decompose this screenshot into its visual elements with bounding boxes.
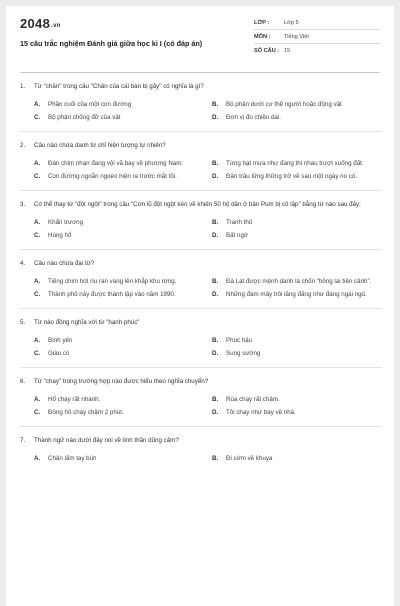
option-letter: C. <box>34 114 41 121</box>
option-letter: B. <box>212 278 219 285</box>
answer-option[interactable] <box>212 231 382 240</box>
answer-option[interactable] <box>212 277 382 286</box>
answer-options <box>34 336 382 358</box>
option-text: Bộ phận chống đỡ của vật <box>48 114 121 121</box>
question-text: Thành ngữ nào dưới đây nói về tinh thần dũng cảm? <box>34 437 179 444</box>
option-letter: B. <box>212 101 219 108</box>
option-text: Đà Lạt được mệnh danh là chốn "bồng lai tiên cảnh". <box>226 278 372 285</box>
question-item <box>20 141 382 181</box>
option-text: Hùng hổ <box>48 232 72 239</box>
answer-options <box>34 218 382 240</box>
answer-option[interactable] <box>34 218 204 227</box>
option-text: Đi sớm về khuya <box>226 455 273 462</box>
question-text: Câu nào chứa đại từ? <box>34 260 95 267</box>
option-text: Hổ chạy rất nhanh. <box>48 396 101 403</box>
option-letter: C. <box>34 350 41 357</box>
answer-option[interactable] <box>34 454 204 463</box>
question-text: Từ "chân" trong câu "Chân của cái bàn bị gãy" có nghĩa là gì? <box>34 83 204 90</box>
question-number: 2. <box>20 142 26 149</box>
option-letter: D. <box>212 291 219 298</box>
header-divider <box>20 72 380 73</box>
question-divider <box>20 131 382 132</box>
question-item <box>20 200 382 240</box>
option-letter: D. <box>212 409 219 416</box>
answer-option[interactable] <box>34 172 204 181</box>
answer-option[interactable] <box>34 231 204 240</box>
meta-row-subject <box>254 30 380 44</box>
meta-row-count <box>254 44 380 57</box>
option-letter: D. <box>212 232 219 239</box>
answer-option[interactable] <box>34 395 204 404</box>
option-text: Con đường ngoằn ngoèo hiện ra trước mắt tôi. <box>48 173 177 180</box>
answer-option[interactable] <box>212 454 382 463</box>
answer-options <box>34 395 382 417</box>
answer-option[interactable] <box>212 408 382 417</box>
option-text: Phần cuối của một con đường <box>48 101 132 108</box>
site-logo[interactable] <box>20 16 61 31</box>
question-item <box>20 259 382 299</box>
meta-label: SỐ CÂU : <box>254 47 280 54</box>
option-text: Khẩn trương <box>48 219 84 226</box>
answer-option[interactable] <box>34 100 204 109</box>
answer-option[interactable] <box>212 395 382 404</box>
answer-option[interactable] <box>212 290 382 299</box>
question-text: Có thể thay từ "đột ngột" trong câu "Cơn lũ đột ngột kéo về khiến 50 hộ dân ở bản Pum bị cô lập" bằng từ nào sau đây: <box>34 201 361 208</box>
option-letter: C. <box>34 291 41 298</box>
answer-option[interactable] <box>34 113 204 122</box>
option-letter: A. <box>34 396 41 403</box>
option-text: Đàn trâu lững thững trở về sau một ngày no cỏ. <box>226 173 358 180</box>
document-title: 15 câu trắc nghiệm Đánh giá giữa học kì I (có đáp án) <box>20 39 203 48</box>
option-letter: C. <box>34 409 41 416</box>
answer-option[interactable] <box>34 159 204 168</box>
question-divider <box>20 308 382 309</box>
option-text: Bình yên <box>48 337 73 344</box>
meta-label: LỚP : <box>254 19 270 26</box>
option-text: Sung sướng <box>226 350 261 357</box>
option-letter: C. <box>34 232 41 239</box>
worksheet-page <box>6 6 394 606</box>
option-text: Tranh thủ <box>226 219 253 226</box>
answer-option[interactable] <box>34 277 204 286</box>
option-text: Tiếng chim hót ríu ran vang lên khắp khu rừng. <box>48 278 177 285</box>
option-letter: A. <box>34 278 41 285</box>
answer-options <box>34 454 382 463</box>
answer-options <box>34 100 382 122</box>
option-text: Rùa chạy rất chậm. <box>226 396 280 403</box>
option-text: Chân lấm tay bùn <box>48 455 97 462</box>
answer-options <box>34 159 382 181</box>
option-letter: A. <box>34 219 41 226</box>
answer-option[interactable] <box>212 100 382 109</box>
question-number: 1. <box>20 83 26 90</box>
option-letter: A. <box>34 101 41 108</box>
option-text: Từng hạt mưa như đang thi nhau trượt xuống đất. <box>226 160 364 167</box>
meta-value: 15 <box>284 47 291 54</box>
question-item <box>20 318 382 358</box>
answer-option[interactable] <box>212 218 382 227</box>
option-text: Đàn chim nhạn đang vội vã bay về phương Nam. <box>48 160 184 167</box>
option-letter: B. <box>212 396 219 403</box>
question-item <box>20 436 382 463</box>
option-letter: A. <box>34 337 41 344</box>
option-text: Thành phố này được thành lập vào năm 1990. <box>48 291 176 298</box>
question-text: Câu nào chứa danh từ chỉ hiện tượng tự nhiên? <box>34 142 166 149</box>
answer-option[interactable] <box>212 159 382 168</box>
question-text: Từ "chạy" trong trường hợp nào được hiểu theo nghĩa chuyển? <box>34 378 209 385</box>
question-number: 5. <box>20 319 26 326</box>
answer-option[interactable] <box>212 349 382 358</box>
meta-value: Tiếng Việt <box>284 33 309 40</box>
question-number: 7. <box>20 437 26 444</box>
answer-option[interactable] <box>34 408 204 417</box>
question-list <box>20 82 382 463</box>
question-number: 4. <box>20 260 26 267</box>
option-letter: D. <box>212 114 219 121</box>
question-divider <box>20 426 382 427</box>
option-text: Giàu có <box>48 350 70 357</box>
option-text: Phúc hậu <box>226 337 253 344</box>
option-letter: B. <box>212 455 219 462</box>
option-letter: A. <box>34 455 41 462</box>
option-text: Tôi chạy như bay về nhà. <box>226 409 296 416</box>
option-text: Đồng hồ chạy chậm 2 phút. <box>48 409 124 416</box>
option-text: Bộ phận dưới cơ thể người hoặc động vật <box>226 101 342 108</box>
question-item <box>20 377 382 417</box>
question-divider <box>20 190 382 191</box>
option-text: Những đám mây trôi lãng đãng như đang ngái ngủ. <box>226 291 367 298</box>
option-letter: A. <box>34 160 41 167</box>
option-text: Bất ngờ <box>226 232 248 239</box>
question-number: 6. <box>20 378 26 385</box>
meta-value: Lớp 5 <box>284 19 299 26</box>
question-divider <box>20 249 382 250</box>
meta-table <box>254 16 380 57</box>
answer-option[interactable] <box>34 349 204 358</box>
meta-row-grade <box>254 16 380 30</box>
question-number: 3. <box>20 201 26 208</box>
logo-suffix: .vn <box>51 23 61 29</box>
option-letter: B. <box>212 337 219 344</box>
answer-option[interactable] <box>34 336 204 345</box>
answer-option[interactable] <box>212 336 382 345</box>
answer-option[interactable] <box>212 113 382 122</box>
option-letter: B. <box>212 219 219 226</box>
option-letter: B. <box>212 160 219 167</box>
answer-options <box>34 277 382 299</box>
option-letter: D. <box>212 350 219 357</box>
answer-option[interactable] <box>212 172 382 181</box>
answer-option[interactable] <box>34 290 204 299</box>
meta-label: MÔN : <box>254 33 271 40</box>
option-letter: D. <box>212 173 219 180</box>
question-item <box>20 82 382 122</box>
logo-text: 2048 <box>20 16 51 31</box>
question-text: Từ nào đồng nghĩa với từ "hạnh phúc" <box>34 319 140 326</box>
option-text: Đơn vị đo chiều dài. <box>226 114 281 121</box>
option-letter: C. <box>34 173 41 180</box>
question-divider <box>20 367 382 368</box>
